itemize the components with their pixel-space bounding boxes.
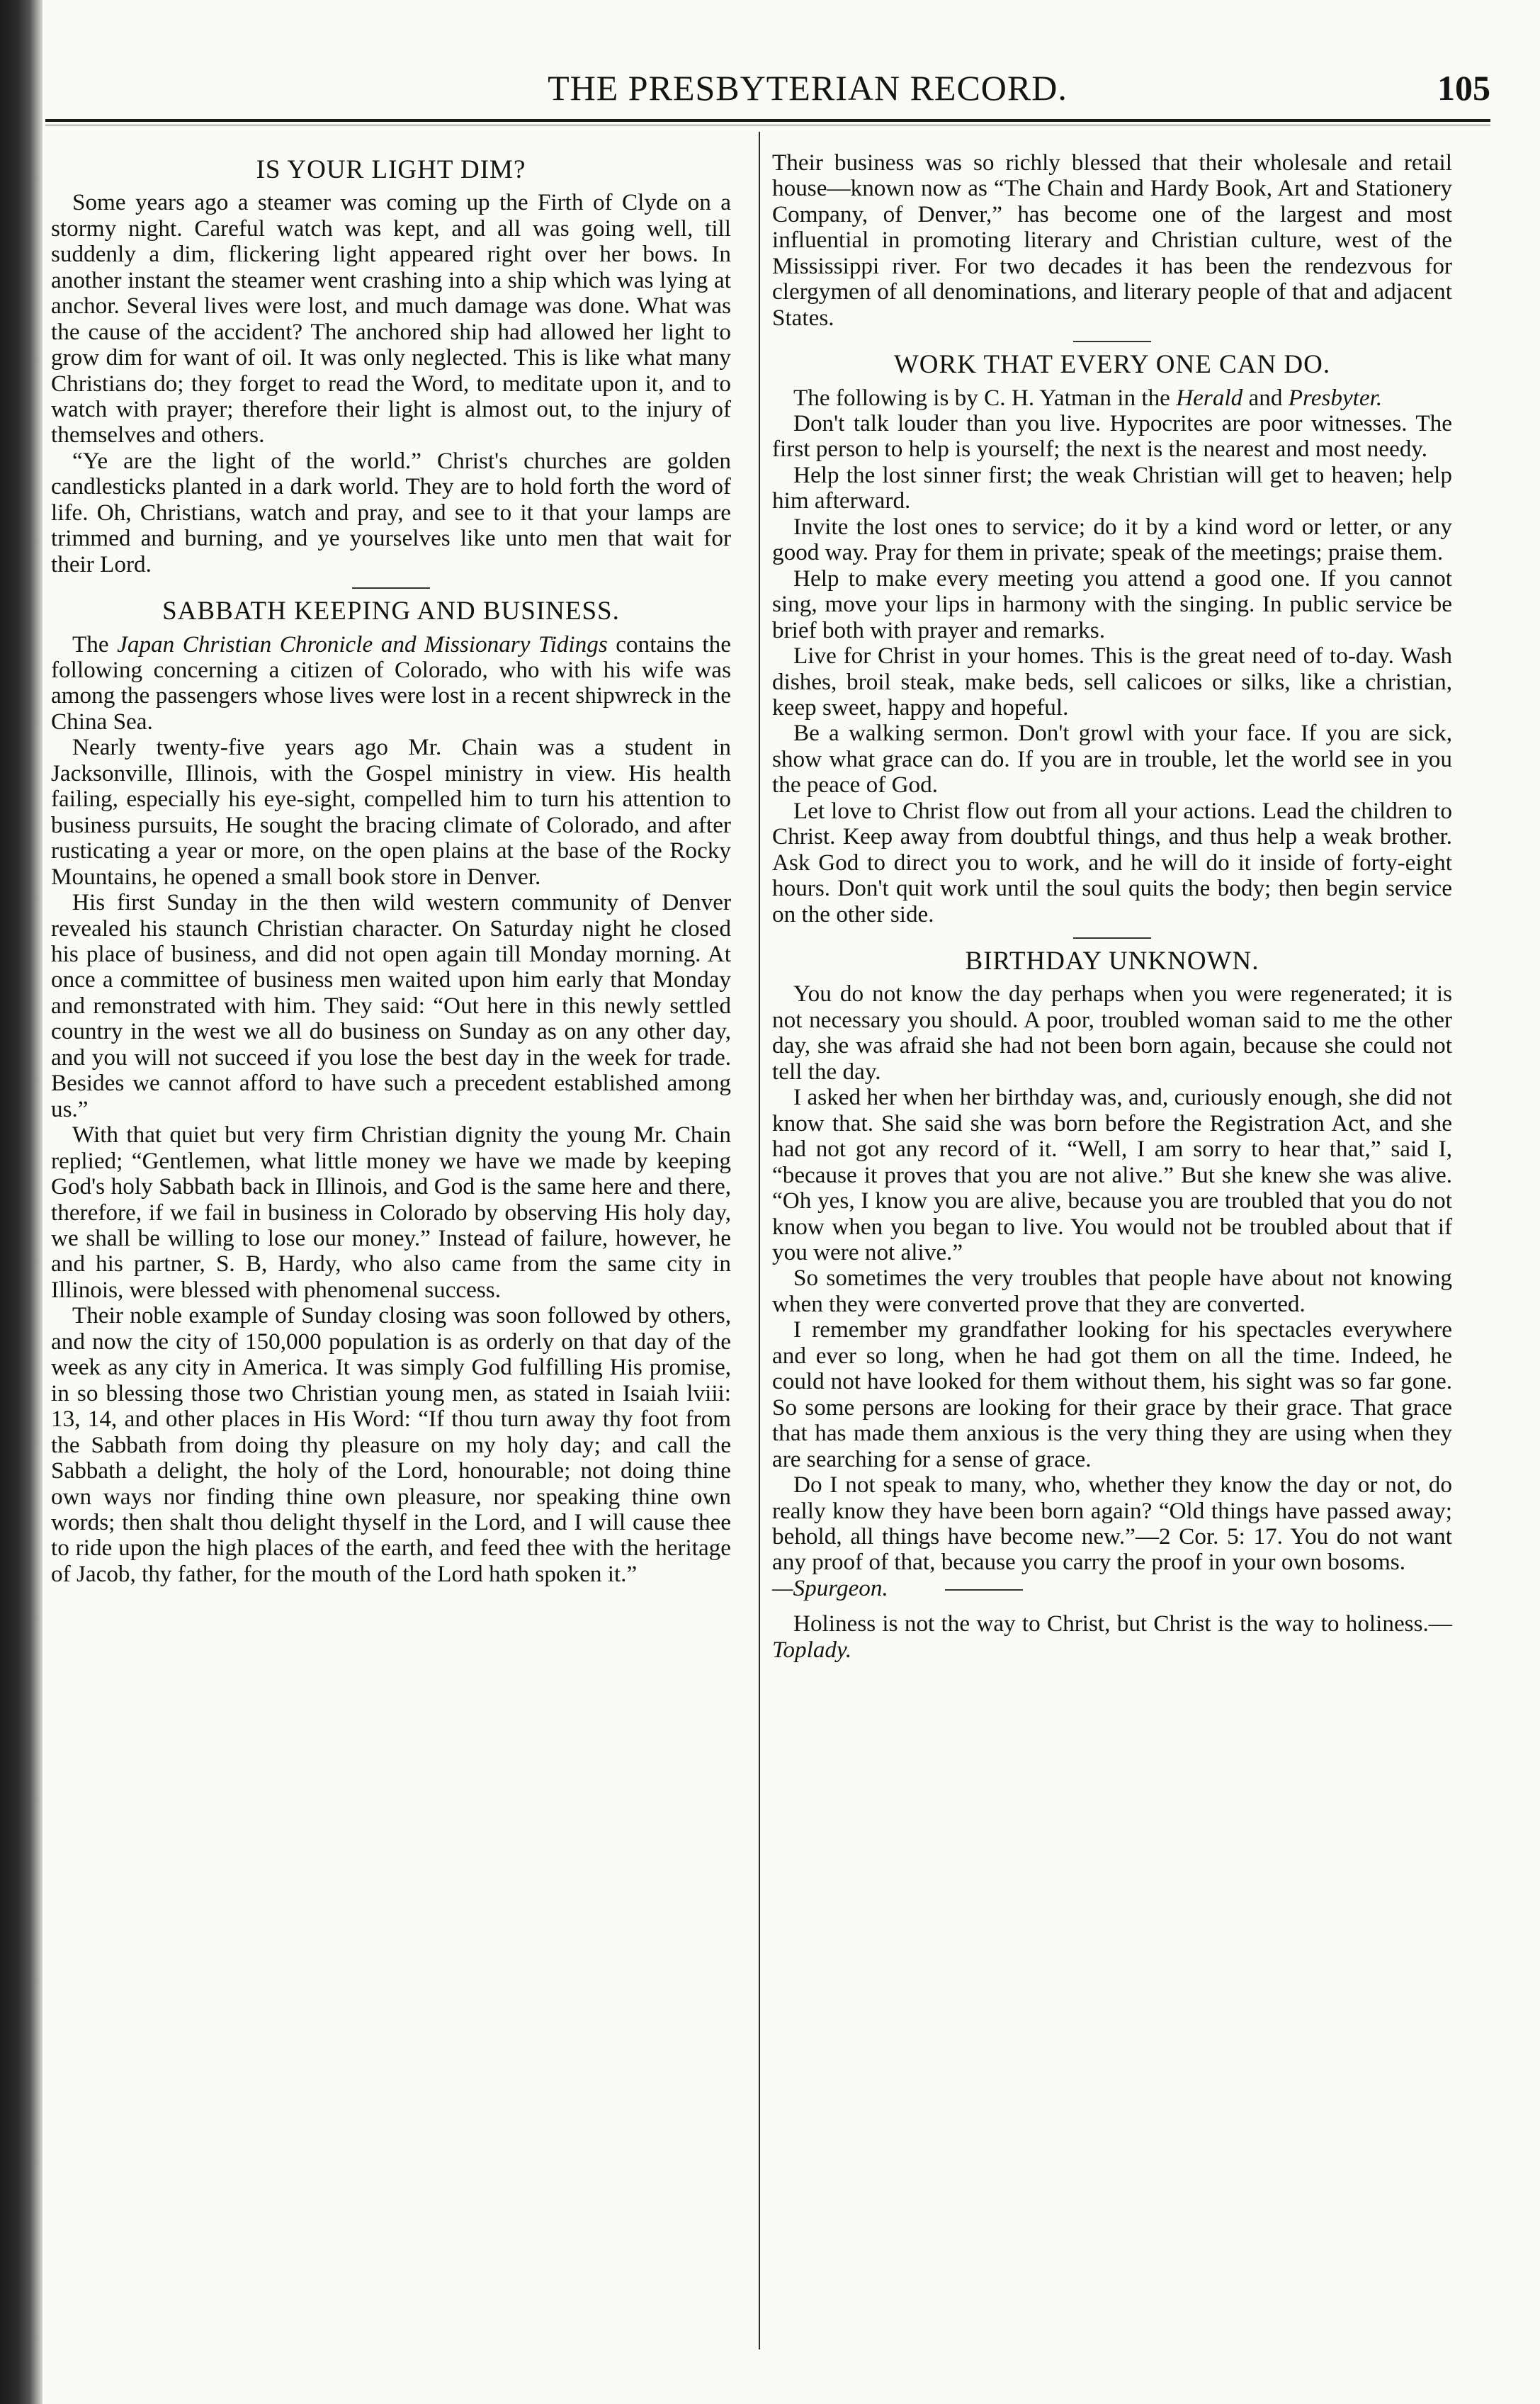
article-title-sabbath: SABBATH KEEPING AND BUSINESS.	[162, 597, 620, 626]
signature-line	[772, 1576, 1452, 1601]
column-divider	[759, 132, 760, 2349]
paragraph: Let love to Christ flow out from all your actions. Lead the children to Christ. Keep away from doubtful things, and thus help a weak brother. Ask God to direct you to work, and he will do it inside of forty-eight hours. Don't quit work until the soul quits the body; then begin service on the other side.	[772, 797, 1452, 927]
paragraph: Help to make every meeting you attend a good one. If you cannot sing, move your lips in harmony with the singing. In public service be brief both with prayer and remarks.	[772, 565, 1452, 643]
paragraph: Some years ago a steamer was coming up the Firth of Clyde on a stormy night. Careful watch was kept, and all was going well, till suddenly a dim, flickering light appeared right over her bows. In another instant the steamer went crashing into a ship which was lying at anchor. Several lives were lost, and much damage was done. What was the cause of the accident? The anchored ship had allowed her light to grow dim for want of oil. It was only neglected. This is like what many Christians do; they forget to read the Word, to meditate upon it, and to watch with prayer; therefore their light is almost out, to the injury of themselves and others.	[51, 189, 731, 448]
text-run: and	[1242, 384, 1289, 411]
paragraph	[51, 632, 731, 735]
paragraph: I asked her when her birthday was, and, curiously enough, she did not know that. She said she was born before the Registration Act, and she had not got any record of it. “Well, I am sorry to hear that,” said I, “because it proves that you are not alive.” But she knew she was alive. “Oh yes, I know you are alive, because you are troubled that you do not know when you began to live. You would not be troubled about that if you were not alive.”	[772, 1084, 1452, 1265]
running-title: THE PRESBYTERIAN RECORD.	[548, 68, 1068, 108]
paragraph: “Ye are the light of the world.” Christ's churches are golden candlesticks planted in a dark world. They are to hold forth the word of life. Oh, Christians, watch and pray, and see to it that your lamps are trimmed and burning, and ye yourselves like unto men that wait for their Lord.	[51, 447, 731, 577]
text-run: The	[72, 631, 118, 658]
paragraph: Nearly twenty-five years ago Mr. Chain was a student in Jacksonville, Illinois, with the Gospel ministry in view. His health failing, especially his eye-sight, compelled him to turn his attention to business pursuits, He sought the bracing climate of Colorado, and after rusticating a year or more, on the open plains at the base of the Rocky Mountains, he opened a small book store in Denver.	[51, 734, 731, 890]
publication-title: Herald	[1176, 384, 1243, 411]
article-divider	[1073, 341, 1151, 342]
header-rule	[45, 119, 1490, 122]
spacer	[772, 1601, 1452, 1611]
paragraph: Their noble example of Sunday closing was soon followed by others, and now the city of 150,000 population is as orderly on that day of the week as any city in America. It was simply God fulfilling His promise, in so blessing those two Christian young men, as stated in Isaiah lviii: 13, 14, and other places in His Word: “If thou turn away thy foot from the Sabbath from doing thy pleasure on my holy day; and call the Sabbath a delight, the holy of the Lord, honourable; not doing thine own ways nor finding thine own pleasure, nor speaking thine own words; then shalt thou delight thyself in the Lord, and I will cause thee to ride upon the high places of the earth, and feed thee with the heritage of Jacob, thy father, for the mouth of the Lord hath spoken it.”	[51, 1302, 731, 1587]
paragraph: His first Sunday in the then wild western community of Denver revealed his staunch Christian character. On Saturday night he closed his place of business, and did not open again till Monday morning. At once a committee of business men waited upon him early that Monday and remonstrated with him. They said: “Out here in this newly settled country in the west we all do business on Sunday as on any other day, and you will not succeed if you lose the best day in the week for trade. Besides we cannot afford to have such a precedent established among us.”	[51, 889, 731, 1122]
paragraph: Don't talk louder than you live. Hypocrites are poor witnesses. The first person to help is yourself; the next is the nearest and most needy.	[772, 410, 1452, 463]
paragraph	[772, 385, 1452, 411]
paragraph-holiness	[772, 1611, 1452, 1663]
article-divider	[352, 587, 430, 589]
article-divider	[1073, 937, 1151, 939]
signature-spurgeon: —Spurgeon.	[772, 1574, 888, 1601]
article-title-work: WORK THAT EVERY ONE CAN DO.	[893, 350, 1331, 380]
text-run: The following is by C. H. Yatman in the	[793, 384, 1177, 411]
article-title-light: IS YOUR LIGHT DIM?	[256, 155, 526, 184]
right-column	[772, 150, 1452, 1663]
paragraph: Invite the lost ones to service; do it by a kind word or letter, or any good way. Pray for them in private; speak of the meetings; praise them.	[772, 513, 1452, 566]
paragraph: Be a walking sermon. Don't growl with your face. If you are sick, show what grace can do. If you are in trouble, let the world see in you the peace of God.	[772, 720, 1452, 798]
author-toplady: Toplady.	[772, 1636, 852, 1663]
paragraph: Live for Christ in your homes. This is the great need of to-day. Wash dishes, broil steak, make beds, sell calicoes or silks, like a christian, keep sweet, happy and hopeful.	[772, 643, 1452, 721]
paragraph-continued: Their business was so richly blessed that their wholesale and retail house—known now as “The Chain and Hardy Book, Art and Stationery Company, of Denver,” has become one of the largest and most influential in promoting literary and Christian culture, west of the Mississippi river. For two decades it has been the rendezvous for clergymen of all denominations, and literary people of that and adjacent States.	[772, 149, 1452, 331]
publication-title: Presbyter.	[1288, 384, 1383, 411]
article-title-birthday: BIRTHDAY UNKNOWN.	[965, 947, 1259, 976]
text-run: contains the following concerning a citizen of Colorado, who with his wife was among the passengers whose lives were lost in a recent shipwreck in the China Sea.	[51, 631, 731, 735]
text-run: Holiness is not the way to Christ, but Christ is the way to holiness.—	[793, 1610, 1452, 1637]
paragraph: Do I not speak to many, who, whether they know the day or not, do really know they have been born again? “Old things have passed away; behold, all things have become new.”—2 Cor. 5: 17. You do not want any proof of that, because you carry the proof in your own bosoms.	[772, 1472, 1452, 1576]
paragraph: With that quiet but very firm Christian dignity the young Mr. Chain replied; “Gentlemen, what little money we have we made by keeping God's holy Sabbath back in Illinois, and God is the same here and there, therefore, if we fail in business in Colorado by observing His holy day, we shall be willing to lose our money.” Instead of failure, however, he and his partner, S. B, Hardy, who also came from the same city in Illinois, were blessed with phenomenal success.	[51, 1122, 731, 1303]
left-column	[51, 150, 731, 1587]
paragraph: So sometimes the very troubles that people have about not knowing when they were converted prove that they are converted.	[772, 1265, 1452, 1317]
signature-rule	[945, 1589, 1023, 1591]
page-number: 105	[1437, 68, 1490, 108]
paragraph: Help the lost sinner first; the weak Christian will get to heaven; help him afterward.	[772, 461, 1452, 514]
paragraph: I remember my grandfather looking for his spectacles everywhere and ever so long, when he had got them on all the time. Indeed, he could not have looked for them without them, his sight was so far gone. So some persons are looking for their grace by their grace. That grace that has made them anxious is the very thing they are using when they are searching for a sense of grace.	[772, 1316, 1452, 1472]
paragraph: You do not know the day perhaps when you were regenerated; it is not necessary you should. A poor, troubled woman said to me the other day, she was afraid she had not been born again, because she could not tell the day.	[772, 981, 1452, 1085]
publication-title: Japan Christian Chronicle and Missionary Tidings	[117, 631, 608, 658]
